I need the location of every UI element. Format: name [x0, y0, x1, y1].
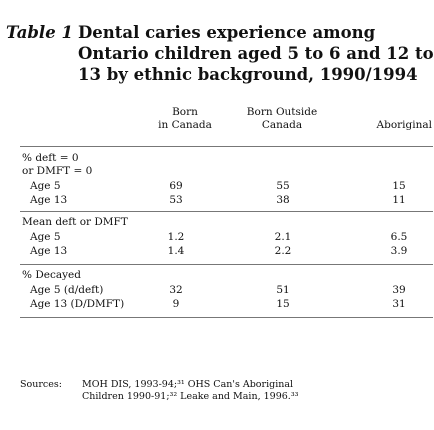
column-header-line: Canada: [261, 119, 303, 131]
column-header-line: Born: [172, 106, 198, 118]
table-caption: [78, 22, 434, 85]
sources-line: Children 1990-91;³² Leake and Main, 1996.³³: [82, 391, 299, 402]
caption-line: Ontario children aged 5 to 6 and 12 to: [78, 44, 434, 63]
table-cell: 69: [169, 180, 183, 192]
section-divider: [20, 264, 433, 265]
section-label: or DMFT = 0: [22, 165, 93, 177]
table-cell: 1.2: [167, 231, 185, 243]
section-label: Mean deft or DMFT: [22, 216, 128, 228]
table-cell: 15: [392, 180, 406, 192]
column-header-line: in Canada: [158, 119, 212, 131]
sources-label: Sources:: [20, 379, 62, 390]
row-label: Age 5: [30, 231, 61, 243]
table-cell: 32: [169, 284, 183, 296]
table-cell: 51: [276, 284, 290, 296]
column-header-line: Born Outside: [246, 106, 318, 118]
table-bottom-rule: [20, 317, 433, 318]
table-number: Table 1: [6, 23, 73, 42]
column-header-born-in-canada: [140, 106, 230, 132]
table-cell: 3.9: [390, 245, 408, 257]
caption-line: Dental caries experience among: [78, 23, 376, 42]
sources-line: MOH DIS, 1993-94;³¹ OHS Can's Aboriginal: [82, 379, 294, 390]
table-cell: 53: [169, 194, 183, 206]
row-label: Age 13 (D/DMFT): [30, 298, 125, 310]
table-cell: 38: [276, 194, 290, 206]
table-cell: 11: [392, 194, 406, 206]
section-divider: [20, 211, 433, 212]
sources-text: [82, 379, 422, 403]
table-cell: 15: [276, 298, 290, 310]
table-cell: 2.1: [274, 231, 292, 243]
table-cell: 1.4: [167, 245, 185, 257]
row-label: Age 13: [30, 194, 68, 206]
row-label: Age 13: [30, 245, 68, 257]
header-divider: [20, 146, 433, 147]
table-cell: 55: [276, 180, 290, 192]
table-cell: 39: [392, 284, 406, 296]
section-label: % Decayed: [22, 269, 81, 281]
table-cell: 2.2: [274, 245, 292, 257]
section-label: % deft = 0: [22, 152, 79, 164]
row-label: Age 5: [30, 180, 61, 192]
table-cell: 6.5: [390, 231, 408, 243]
caption-line: 13 by ethnic background, 1990/1994: [78, 65, 418, 84]
table-cell: 31: [392, 298, 406, 310]
row-label: Age 5 (d/deft): [30, 284, 104, 296]
column-header-born-outside-canada: [232, 106, 332, 132]
column-header-aboriginal: Aboriginal: [376, 119, 432, 131]
table-cell: 9: [172, 298, 180, 310]
